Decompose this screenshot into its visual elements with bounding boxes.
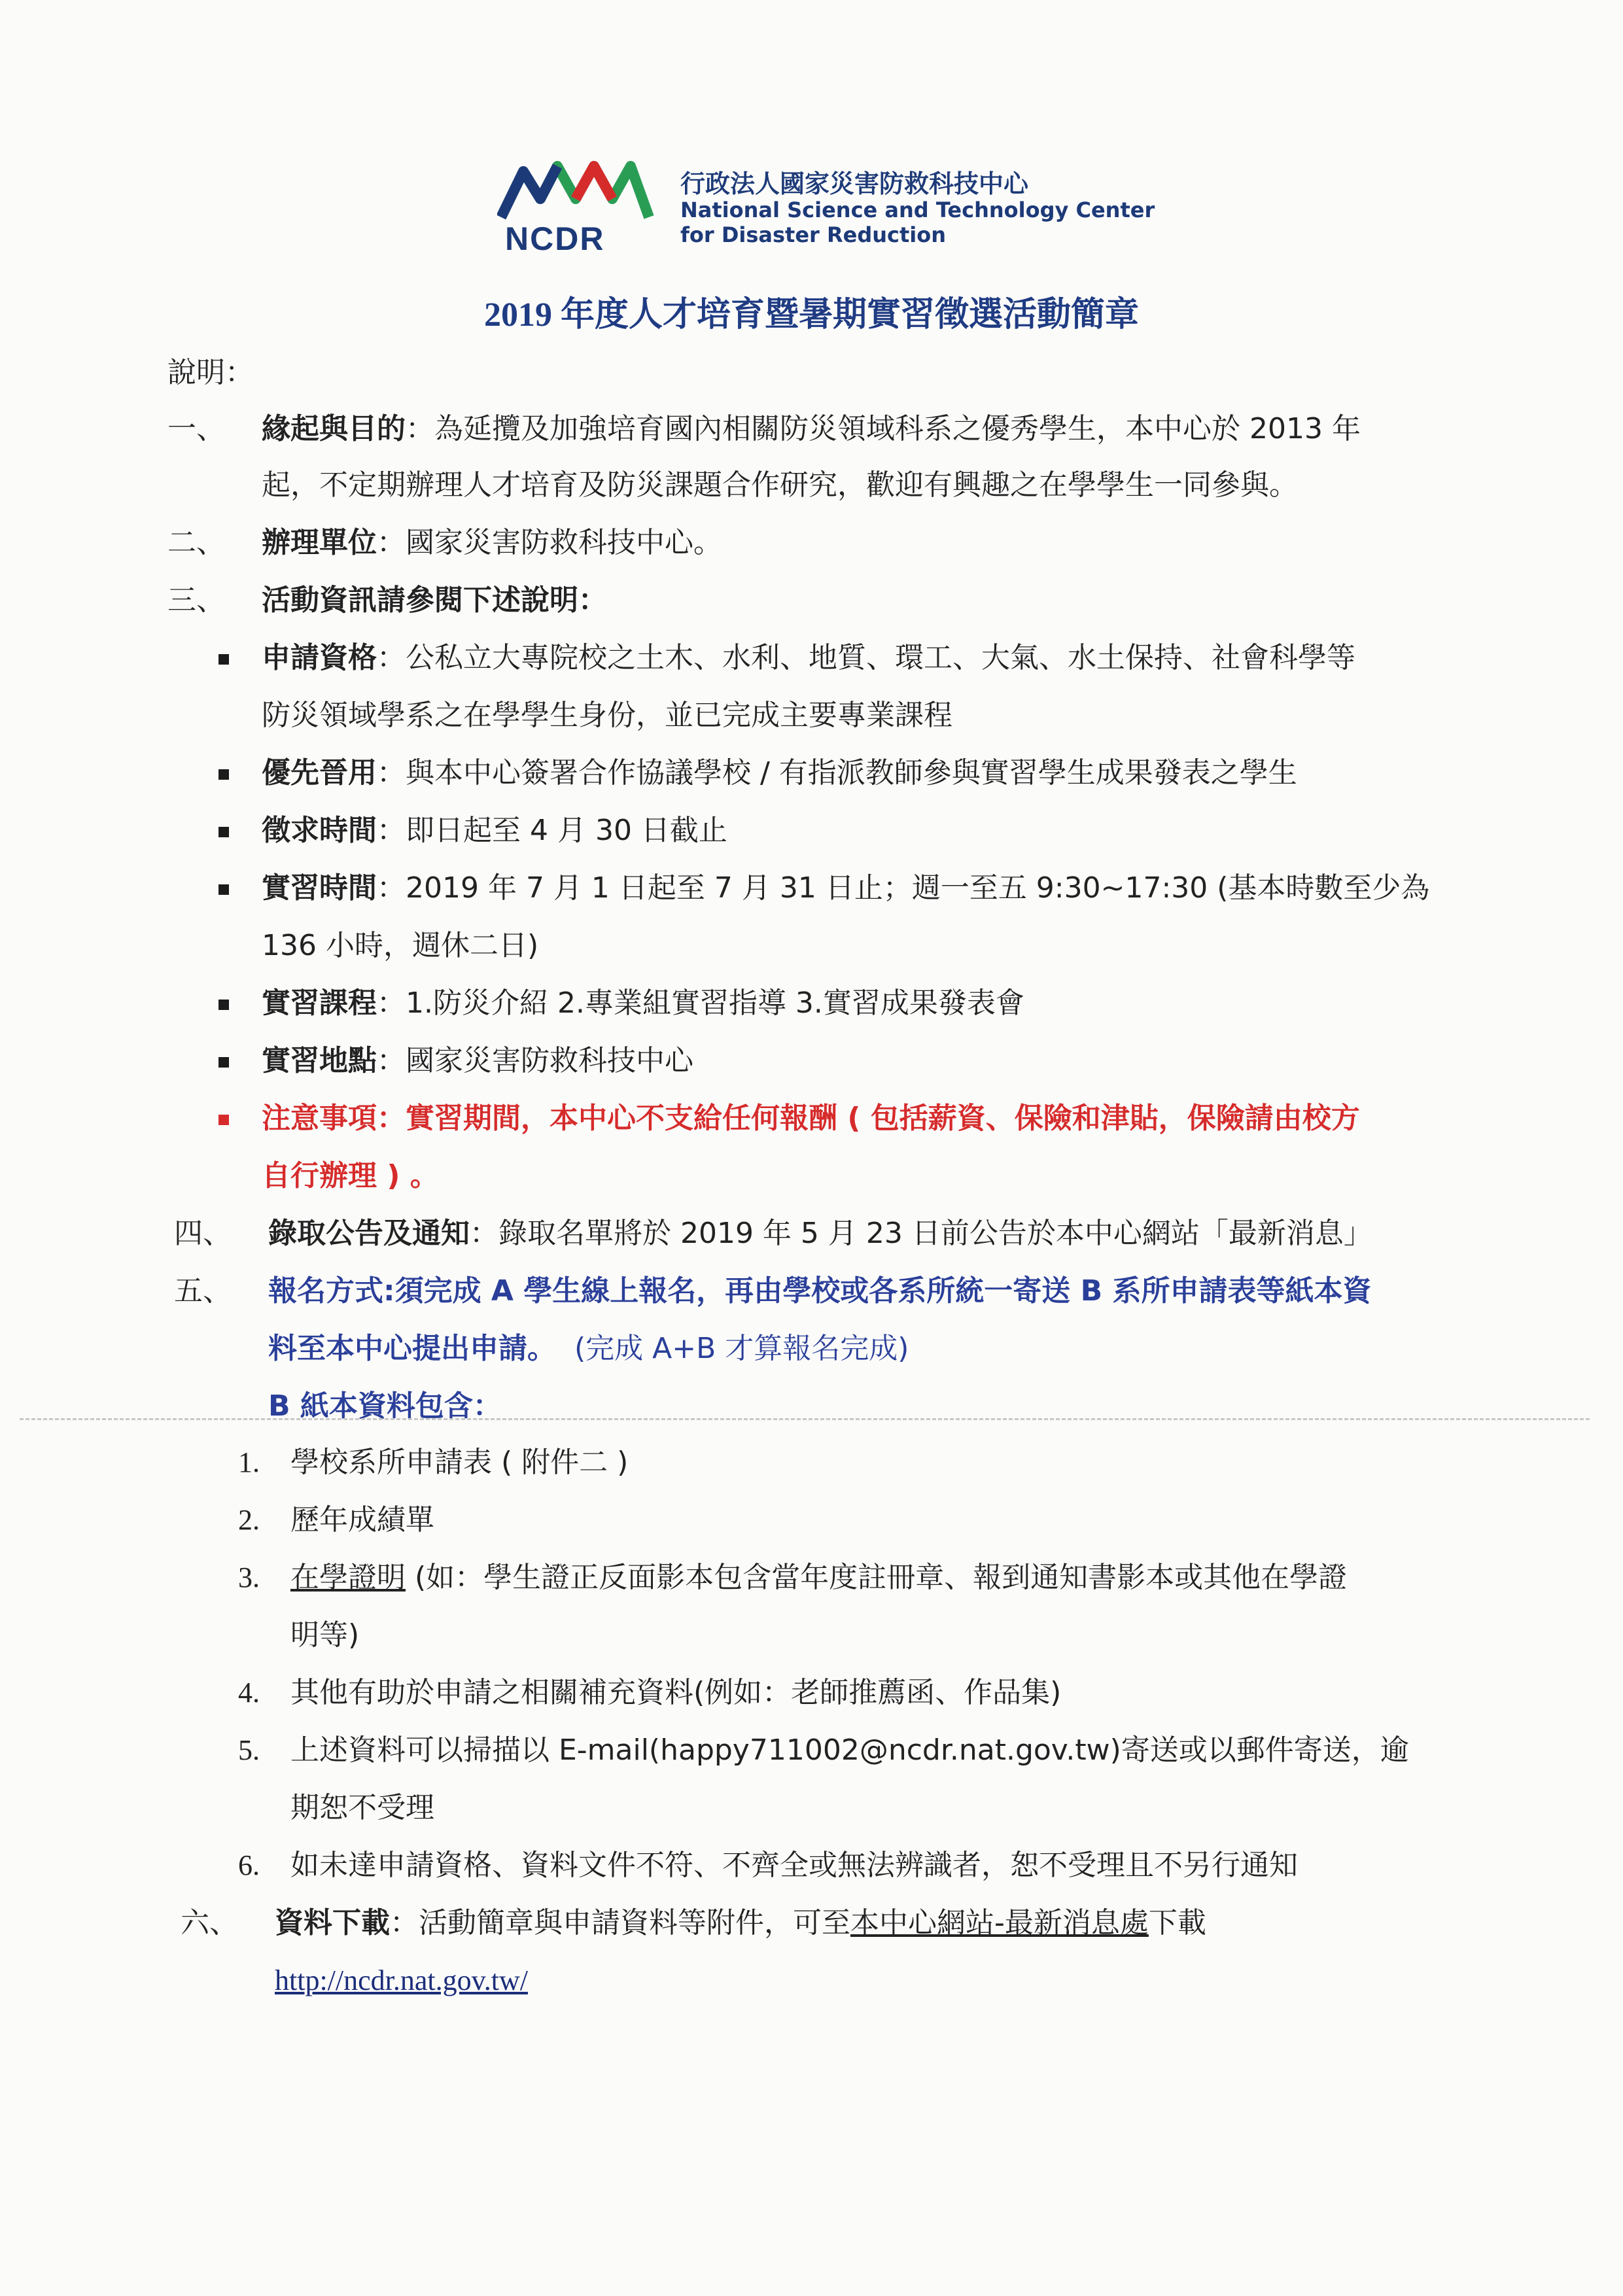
section-3-number: 三、 (167, 583, 225, 617)
bullet-icon (218, 769, 229, 780)
location-text: ：國家災害防救科技中心 (377, 1044, 693, 1077)
ncdr-website-link[interactable]: http://ncdr.nat.gov.tw/ (275, 1964, 528, 1996)
section-2-number: 二、 (167, 526, 225, 559)
paper-docs-label: B 紙本資料包含： (268, 1389, 502, 1423)
section-6-line (275, 1904, 1206, 1943)
list-item-text: (如：學生證正反面影本包含當年度註冊章、報到通知書影本或其他在學證 (406, 1561, 1348, 1594)
list-item: 歷年成績單 (290, 1503, 434, 1537)
section-6-text-end: 下載 (1148, 1906, 1206, 1939)
section-5-line2 (268, 1329, 909, 1368)
notice-text2: 自行辦理 ) 。 (262, 1159, 439, 1192)
location-label: 實習地點 (262, 1044, 377, 1077)
section-5-line1: 報名方式:須完成 A 學生線上報名，再由學校或各系所統一寄送 B 系所申請表等紙本資 (268, 1274, 1372, 1308)
eligibility-text2: 防災領域學系之在學學生身份，並已完成主要專業課程 (262, 699, 952, 732)
deadline-text: ：即日起至 4 月 30 日截止 (377, 814, 727, 847)
list-item: 學校系所申請表 ( 附件二 ) (290, 1446, 629, 1479)
section-5-line2a: 料至本中心提出申請。 (268, 1332, 556, 1365)
section-6-number: 六、 (181, 1906, 238, 1939)
list-item-number: 4. (238, 1677, 260, 1709)
list-item-cont: 期恕不受理 (290, 1791, 434, 1824)
period-line1 (262, 869, 1429, 908)
list-item-cont: 明等) (290, 1618, 360, 1652)
eligibility-line1 (262, 638, 1355, 678)
course-line (262, 984, 1024, 1023)
intro-label: 說明： (167, 356, 254, 389)
list-item-number: 2. (238, 1504, 260, 1536)
period-text1: ：2019 年 7 月 1 日起至 7 月 31 日止；週一至五 9:30~17:30 (基本時數至少為 (377, 871, 1430, 905)
section-3-label: 活動資訊請參閱下述說明： (262, 583, 607, 617)
deadline-line (262, 811, 727, 850)
notice-text1: ：實習期間，本中心不支給任何報酬 ( 包括薪資、保險和津貼，保險請由校方 (377, 1102, 1360, 1135)
period-label: 實習時間 (262, 871, 377, 905)
org-name-cn: 行政法人國家災害防救科技中心 (680, 169, 1029, 198)
page-title: 2019 年度人才培育暨暑期實習徵選活動簡章 (483, 296, 1139, 334)
list-item: 其他有助於申請之相關補充資料(例如：老師推薦函、作品集) (290, 1676, 1062, 1709)
list-item (290, 1558, 1347, 1597)
section-4-line (268, 1214, 1372, 1253)
org-name-en-line2: for Disaster Reduction (680, 222, 946, 247)
ncdr-logo-mark-icon (497, 152, 654, 224)
section-1-text2: 起，不定期辦理人才培育及防災課題合作研究，歡迎有興趣之在學學生一同參與。 (262, 468, 1298, 502)
list-item-number: 5. (238, 1734, 260, 1766)
course-label: 實習課程 (262, 986, 377, 1020)
priority-label: 優先晉用 (262, 756, 377, 790)
enrollment-proof-term: 在學證明 (290, 1561, 406, 1594)
priority-line (262, 754, 1297, 793)
scan-dash-line (20, 1418, 1590, 1420)
list-item-number: 3. (238, 1561, 260, 1593)
period-text2: 136 小時，週休二日) (262, 929, 539, 962)
section-1-text1: ：為延攬及加強培育國內相關防災領域科系之優秀學生，本中心於 2013 年 (406, 412, 1361, 445)
bullet-icon (218, 884, 229, 895)
course-text: ：1.防災介紹 2.專業組實習指導 3.實習成果發表會 (377, 986, 1024, 1020)
list-item: 如未達申請資格、資料文件不符、不齊全或無法辨識者，恕不受理且不另行通知 (290, 1849, 1298, 1882)
location-line (262, 1041, 693, 1081)
section-4-label: 錄取公告及通知 (268, 1217, 470, 1250)
section-6-text: ：活動簡章與申請資料等附件，可至 (390, 1906, 850, 1939)
section-2-line (262, 523, 722, 563)
org-name-en-line1: National Science and Technology Center (680, 198, 1155, 222)
priority-text: ：與本中心簽署合作協議學校 / 有指派教師參與實習學生成果發表之學生 (377, 756, 1297, 790)
list-item-number: 1. (238, 1446, 260, 1478)
notice-line1 (262, 1099, 1360, 1138)
eligibility-text1: ：公私立大專院校之土木、水利、地質、環工、大氣、水土保持、社會科學等 (377, 641, 1355, 674)
eligibility-label: 申請資格 (262, 641, 377, 674)
section-1-label: 緣起與目的 (262, 412, 406, 445)
list-item-number: 6. (238, 1849, 260, 1881)
section-2-text: ：國家災害防救科技中心。 (377, 526, 722, 559)
section-2-label: 辦理單位 (262, 526, 377, 559)
deadline-label: 徵求時間 (262, 814, 377, 847)
bullet-icon (218, 654, 229, 665)
list-item: 上述資料可以掃描以 E-mail(happy711002@ncdr.nat.gov.tw)寄送或以郵件寄送，逾 (290, 1733, 1409, 1767)
bullet-icon (218, 1000, 229, 1010)
section-6-label: 資料下載 (275, 1906, 390, 1939)
website-news-link[interactable]: 本中心網站-最新消息處 (850, 1906, 1149, 1939)
ncdr-logo (497, 152, 1155, 257)
section-5-number: 五、 (174, 1274, 232, 1308)
bullet-icon (218, 1057, 229, 1068)
section-4-text: ：錄取名單將於 2019 年 5 月 23 日前公告於本中心網站「最新消息」 (470, 1217, 1372, 1250)
section-4-number: 四、 (174, 1217, 232, 1250)
logo-text: NCDR (505, 220, 605, 257)
section-1-number: 一、 (167, 412, 225, 445)
notice-bullet-icon (218, 1115, 229, 1125)
bullet-icon (218, 827, 229, 837)
section-1-line1 (262, 409, 1361, 449)
section-5-line2b: (完成 A+B 才算報名完成) (574, 1332, 909, 1365)
notice-label: 注意事項 (262, 1102, 377, 1135)
